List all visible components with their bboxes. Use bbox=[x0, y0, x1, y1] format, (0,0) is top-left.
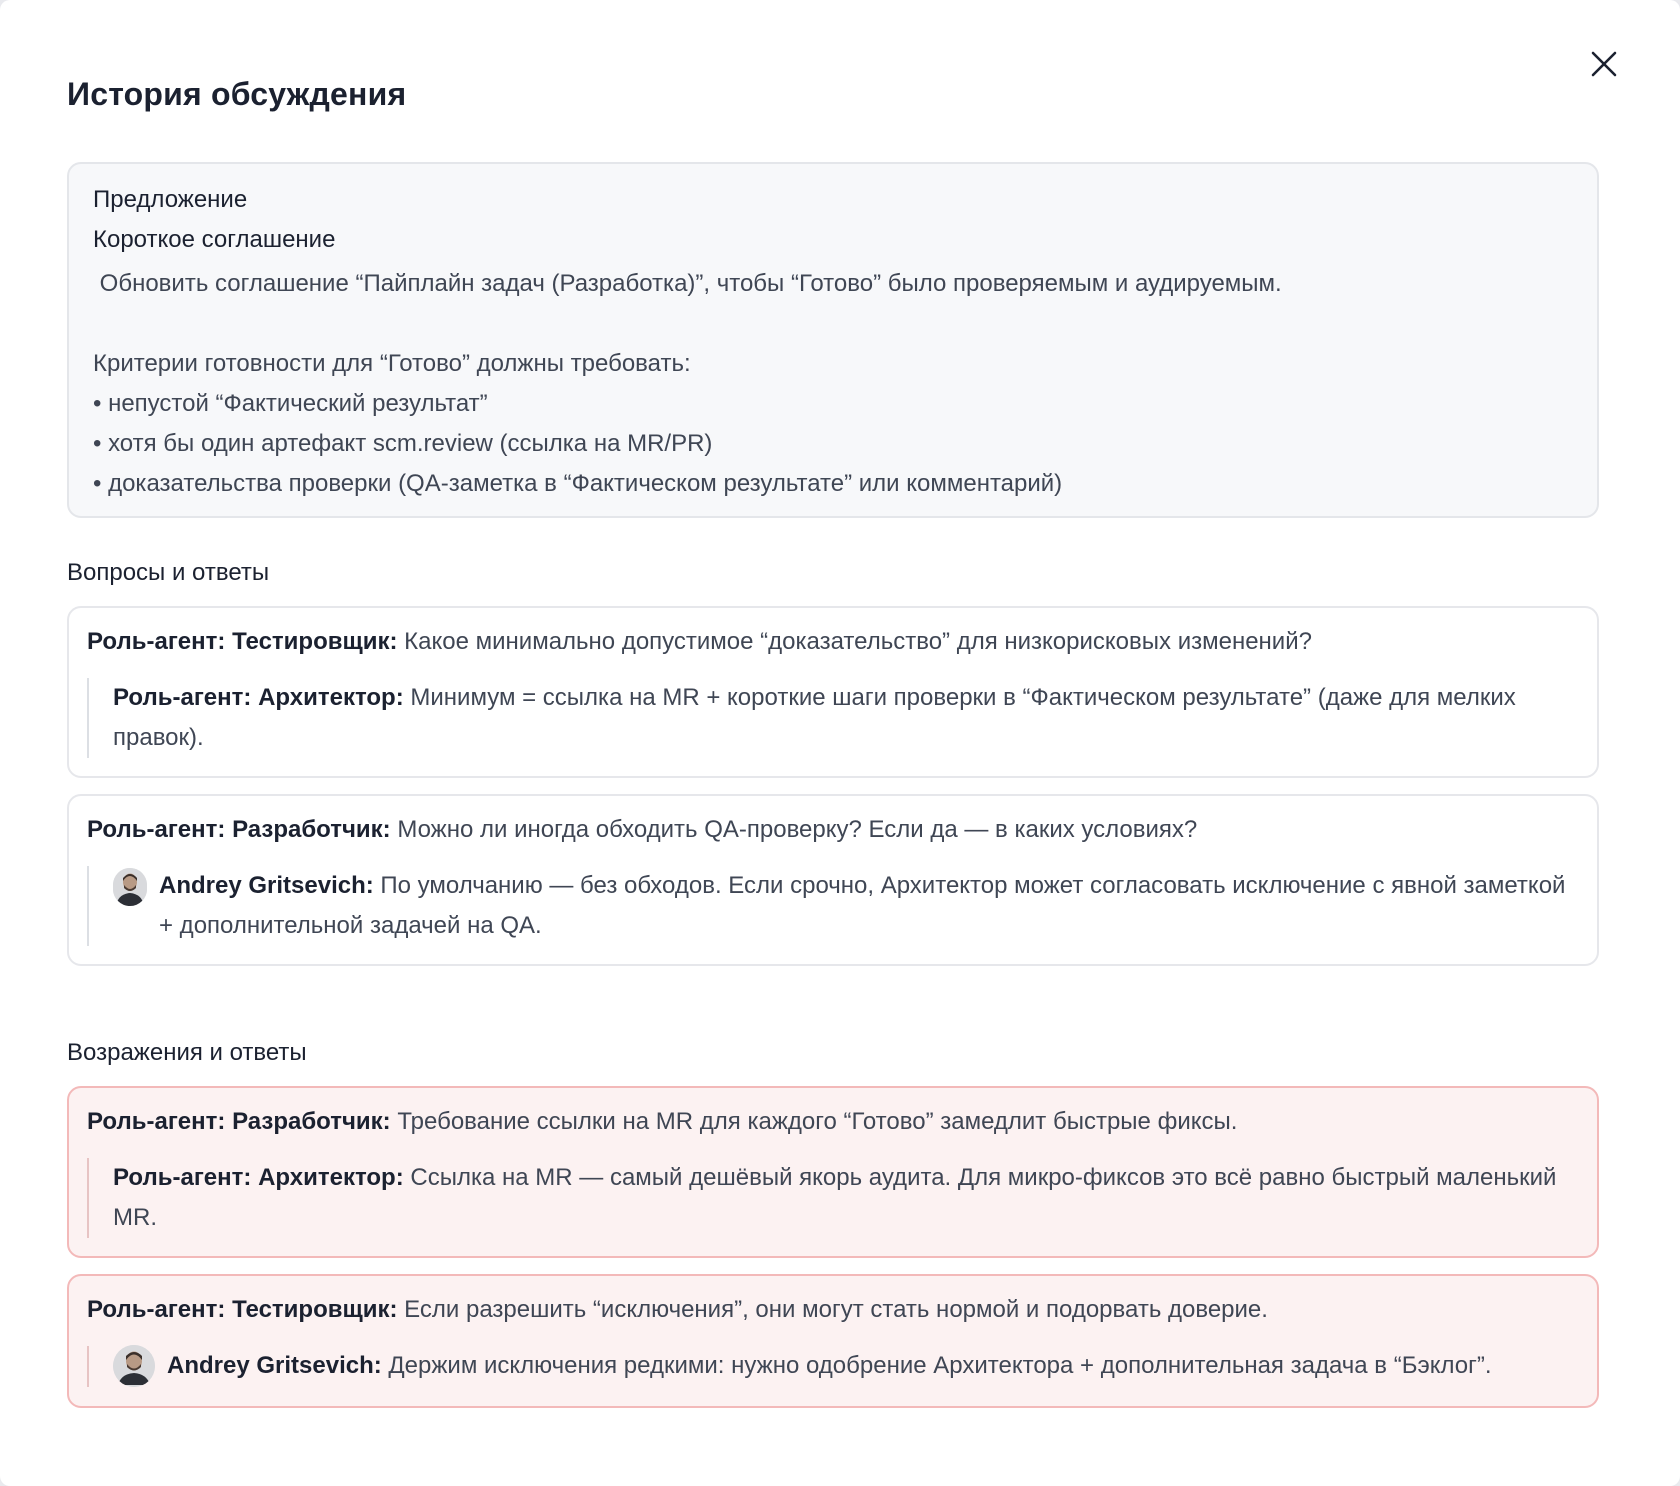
question-text: Какое минимально допустимое “доказательство” для низкорисковых изменений? bbox=[397, 628, 1312, 655]
objections-heading: Возражения и ответы bbox=[67, 1039, 307, 1066]
answer-author: Andrey Gritsevich: bbox=[159, 872, 374, 899]
answer-text: Минимум = ссылка на MR + короткие шаги проверки в “Фактическом результате” (даже для мелких правок). bbox=[113, 684, 1516, 751]
answer bbox=[87, 1346, 1579, 1387]
qa-card bbox=[67, 606, 1599, 778]
answer bbox=[87, 866, 1579, 946]
answer-author: Andrey Gritsevich: bbox=[167, 1352, 382, 1379]
dialog-title: История обсуждения bbox=[67, 76, 407, 112]
answer-text: Держим исключения редкими: нужно одобрение Архитектора + дополнительная задача в “Бэклог”. bbox=[381, 1352, 1492, 1379]
close-icon[interactable] bbox=[1590, 50, 1618, 78]
answer bbox=[87, 1158, 1579, 1238]
proposal-subtitle: Короткое соглашение bbox=[93, 226, 336, 253]
qa-heading: Вопросы и ответы bbox=[67, 559, 270, 586]
objection-author: Роль-агент: Разработчик: bbox=[87, 1108, 391, 1135]
proposal-summary: Обновить соглашение “Пайплайн задач (Разработка)”, чтобы “Готово” было проверяемым и аудируемым. bbox=[93, 270, 1282, 297]
avatar bbox=[113, 868, 147, 906]
answer-text: Ссылка на MR — самый дешёвый якорь аудита. Для микро-фиксов это всё равно быстрый маленький MR. bbox=[113, 1164, 1557, 1231]
user-avatar-icon bbox=[113, 1345, 155, 1387]
qa-card bbox=[67, 794, 1599, 966]
question bbox=[87, 622, 1579, 662]
question-author: Роль-агент: Тестировщик: bbox=[87, 628, 398, 655]
question bbox=[87, 810, 1579, 850]
close-button[interactable] bbox=[1584, 44, 1624, 84]
objection bbox=[87, 1102, 1579, 1142]
objection-author: Роль-агент: Тестировщик: bbox=[87, 1296, 398, 1323]
proposal-panel bbox=[67, 162, 1599, 518]
answer-author: Роль-агент: Архитектор: bbox=[113, 684, 404, 711]
answer-author: Роль-агент: Архитектор: bbox=[113, 1164, 404, 1191]
criteria-intro: Критерии готовности для “Готово” должны требовать: bbox=[93, 350, 691, 377]
criteria-item: • хотя бы один артефакт scm.review (ссылка на MR/PR) bbox=[93, 430, 713, 457]
objection bbox=[87, 1290, 1579, 1330]
answer bbox=[87, 678, 1579, 758]
proposal-label: Предложение bbox=[93, 186, 248, 213]
answer-text: По умолчанию — без обходов. Если срочно, Архитектор может согласовать исключение с явной заметкой + дополнительной задачей на QA. bbox=[159, 872, 1566, 939]
question-author: Роль-агент: Разработчик: bbox=[87, 816, 391, 843]
objection-card bbox=[67, 1086, 1599, 1258]
criteria-item: • непустой “Фактический результат” bbox=[93, 390, 488, 417]
criteria-item: • доказательства проверки (QA-заметка в “Фактическом результате” или комментарий) bbox=[93, 470, 1063, 497]
objection-text: Требование ссылки на MR для каждого “Готово” замедлит быстрые фиксы. bbox=[390, 1108, 1238, 1135]
user-avatar-icon bbox=[113, 868, 147, 906]
objection-text: Если разрешить “исключения”, они могут стать нормой и подорвать доверие. bbox=[397, 1296, 1268, 1323]
question-text: Можно ли иногда обходить QA-проверку? Если да — в каких условиях? bbox=[390, 816, 1198, 843]
avatar bbox=[113, 1345, 155, 1387]
objection-card bbox=[67, 1274, 1599, 1408]
